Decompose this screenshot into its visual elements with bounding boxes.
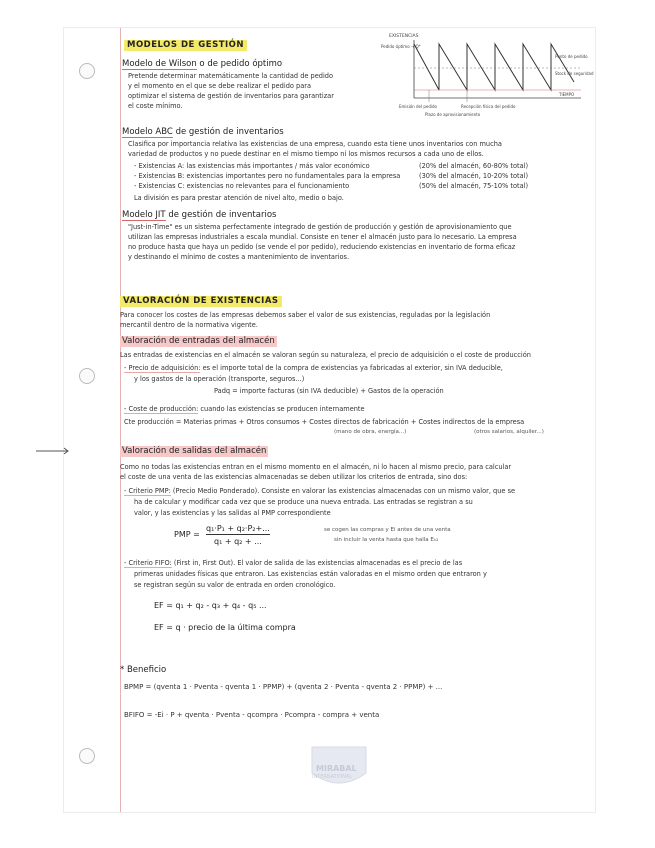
jit-line-2: utilizan las empresas industriales a escala mundial. Consiste en tener el almacén justo para lo necesario. La empresa [128, 233, 517, 241]
jit-heading-label: Modelo JIT [122, 210, 166, 220]
coste-note-1: (mano de obra, energía...) [334, 429, 407, 435]
coste-text: cuando las existencias se producen internamente [200, 405, 365, 413]
binder-hole-bottom [79, 748, 95, 764]
pmp-note-1: se cogen las compras y Ei antes de una venta [324, 527, 451, 533]
mirabal-watermark-logo [304, 743, 374, 793]
beneficio-heading: * Beneficio [120, 665, 167, 675]
salidas-intro-2: el coste de una venta de las existencias almacenadas se deben utilizar los criterios de entrada, sino dos: [120, 473, 468, 481]
entradas-intro: Las entradas de existencias en el almacén se valoran según su naturaleza, el precio de adquisición o el coste de producción [120, 351, 531, 359]
fifo-line-1 [124, 560, 462, 567]
jit-line-4: y destinando el mínimo de costes a mantenimiento de inventarios. [128, 253, 350, 261]
chart-sawtooth-line [414, 44, 574, 90]
wilson-heading [122, 60, 282, 69]
pmp-text-2: ha de calcular y modificar cada vez que se produce una nueva entrada. Las entradas se registran a su [134, 498, 473, 506]
pmp-formula-lhs: PMP = [174, 530, 200, 539]
coste-note-2: (otros salarios, alquiler...) [474, 429, 544, 435]
chart-lead-time-label: Plazo de aprovisionamiento [425, 112, 481, 117]
wilson-line-3: optimizar el sistema de gestión de inventarios para garantizar [128, 92, 334, 100]
pmp-heading: - Criterio PMP: [124, 487, 171, 495]
wilson-heading-label: Modelo de Wilson [122, 59, 197, 69]
salidas-heading: Valoración de salidas del almacén [122, 446, 267, 456]
beneficio-fifo: BFIFO = -Ei · P + qventa · Pventa - qcompra · Pcompra - compra + venta [124, 711, 380, 719]
abc-item-a-value: (20% del almacén, 60-80% total) [419, 162, 529, 170]
watermark-line-2: INTERNATIONAL [312, 774, 353, 780]
abc-item-b-value: (30% del almacén, 10-20% total) [419, 172, 529, 180]
precio-text: es el importe total de la compra de existencias ya fabricadas al exterior, sin IVA deducible, [202, 364, 503, 372]
wilson-heading-rest: o de pedido óptimo [199, 59, 283, 69]
precio-formula: Padq = importe facturas (sin IVA deducible) + Gastos de la operación [214, 387, 444, 395]
chart-emission-label: Emisión del pedido [399, 104, 438, 109]
wilson-line-1: Pretende determinar matemáticamente la cantidad de pedido [128, 72, 334, 80]
jit-line-3: no produce hasta que haya un pedido (se vende el por pedido), reduciendo existencias en inventario de forma eficaz [128, 243, 516, 251]
salidas-intro-1: Como no todas las existencias entran en el mismo momento en el almacén, ni lo hacen al mismo precio, para calcular [120, 463, 512, 471]
pmp-note-2: sin incluir la venta hasta que halla Eₕ₂ [334, 537, 439, 543]
coste-heading: - Coste de producción: [124, 405, 199, 413]
chart-xlabel: TIEMPO [559, 92, 575, 97]
abc-item-a-label: - Existencias A: las existencias más importantes / más valor económico [134, 162, 370, 170]
fifo-formula-1: EF = q₁ + q₂ - q₃ + q₄ - q₅ ... [154, 601, 267, 610]
notebook-page [64, 28, 595, 812]
pmp-text-1: (Precio Medio Ponderado). Consiste en valorar las existencias almacenadas con un mismo valor, que se [172, 487, 516, 495]
abc-footer: La división es para prestar atención de nivel alto, medio o bajo. [134, 194, 344, 202]
valoracion-line-1: Para conocer los costes de las empresas debemos saber el valor de sus existencias, reguladas por la legislación [120, 311, 491, 319]
chart-q-label: Pedido óptimo → Q* [381, 44, 421, 49]
pmp-numerator: q₁·P₁ + q₂·P₂+... [206, 524, 270, 533]
valoracion-heading: VALORACIÓN DE EXISTENCIAS [120, 296, 282, 307]
abc-item-c-value: (50% del almacén, 75-10% total) [419, 182, 529, 190]
precio-text-2: y los gastos de la operación (transporte, seguros...) [134, 375, 305, 383]
chart-reorder-label: Punto de pedido [555, 54, 588, 59]
jit-line-1: "Just-in-Time" es un sistema perfectamente integrado de gestión de producción y gestión de aprovisionamiento que [128, 223, 512, 231]
fifo-text-3: se registran según su valor de entrada en orden cronológico. [134, 581, 336, 589]
fifo-heading: - Criterio FIFO: [124, 559, 172, 567]
coste-line-1 [124, 406, 365, 413]
chart-ylabel: EXISTENCIAS [389, 34, 419, 39]
chart-reception-label: Recepción física del pedido [461, 104, 516, 109]
pmp-text-3: valor, y las existencias y las salidas al PMP correspondiente [134, 509, 331, 517]
fifo-formula-2: EF = q · precio de la última compra [154, 623, 296, 632]
wilson-line-2: y el momento en el que se debe realizar el pedido para [128, 82, 311, 90]
chart-safety-label: Stock de seguridad [555, 71, 594, 76]
pmp-denominator: q₁ + q₂ + ... [214, 537, 262, 546]
abc-item-c-label: - Existencias C: existencias no relevantes para el funcionamiento [134, 182, 350, 190]
precio-heading: - Precio de adquisición: [124, 364, 201, 372]
wilson-line-4: el coste mínimo. [128, 102, 183, 110]
jit-heading-rest: de gestión de inventarios [168, 210, 277, 220]
binder-hole-top [79, 63, 95, 79]
arrow-icon [34, 446, 74, 456]
jit-heading [122, 211, 276, 220]
coste-formula: Cte producción = Materias primas + Otros consumos + Costes directos de fabricación + Costes indirectos de la empresa [124, 418, 525, 426]
margin-line [120, 28, 121, 812]
valoracion-line-2: mercantil dentro de la normativa vigente. [120, 321, 258, 329]
binder-hole-middle [79, 368, 95, 384]
fifo-text-2: primeras unidades físicas que entraron. Las existencias están valoradas en el mismo orden que entraron y [134, 570, 487, 578]
fifo-text-1: (First in, First Out). El valor de salida de las existencias almacenadas es el precio de las [173, 559, 463, 567]
entradas-heading: Valoración de entradas del almacén [122, 336, 275, 346]
watermark-line-1: MIRABAL [316, 764, 357, 773]
precio-line-1 [124, 365, 503, 372]
abc-line-2: variedad de productos y no puede destinar en el mismo tiempo ni los mismos recursos a cada uno de ellos. [128, 150, 484, 158]
wilson-sawtooth-chart [369, 30, 595, 120]
abc-line-1: Clasifica por importancia relativa las existencias de una empresa, cuando esta tiene unos inventarios con mucha [128, 140, 502, 148]
pmp-line-1 [124, 488, 515, 495]
abc-heading-rest: de gestión de inventarios [175, 127, 284, 137]
abc-heading-label: Modelo ABC [122, 127, 173, 137]
abc-heading [122, 128, 284, 137]
beneficio-pmp: BPMP = (qventa 1 · Pventa - qventa 1 · PPMP) + (qventa 2 · Pventa - qventa 2 · PPMP) + ... [124, 683, 443, 691]
abc-item-b-label: - Existencias B: existencias importantes pero no fundamentales para la empresa [134, 172, 401, 180]
page-title: MODELOS DE GESTIÓN [124, 40, 247, 51]
